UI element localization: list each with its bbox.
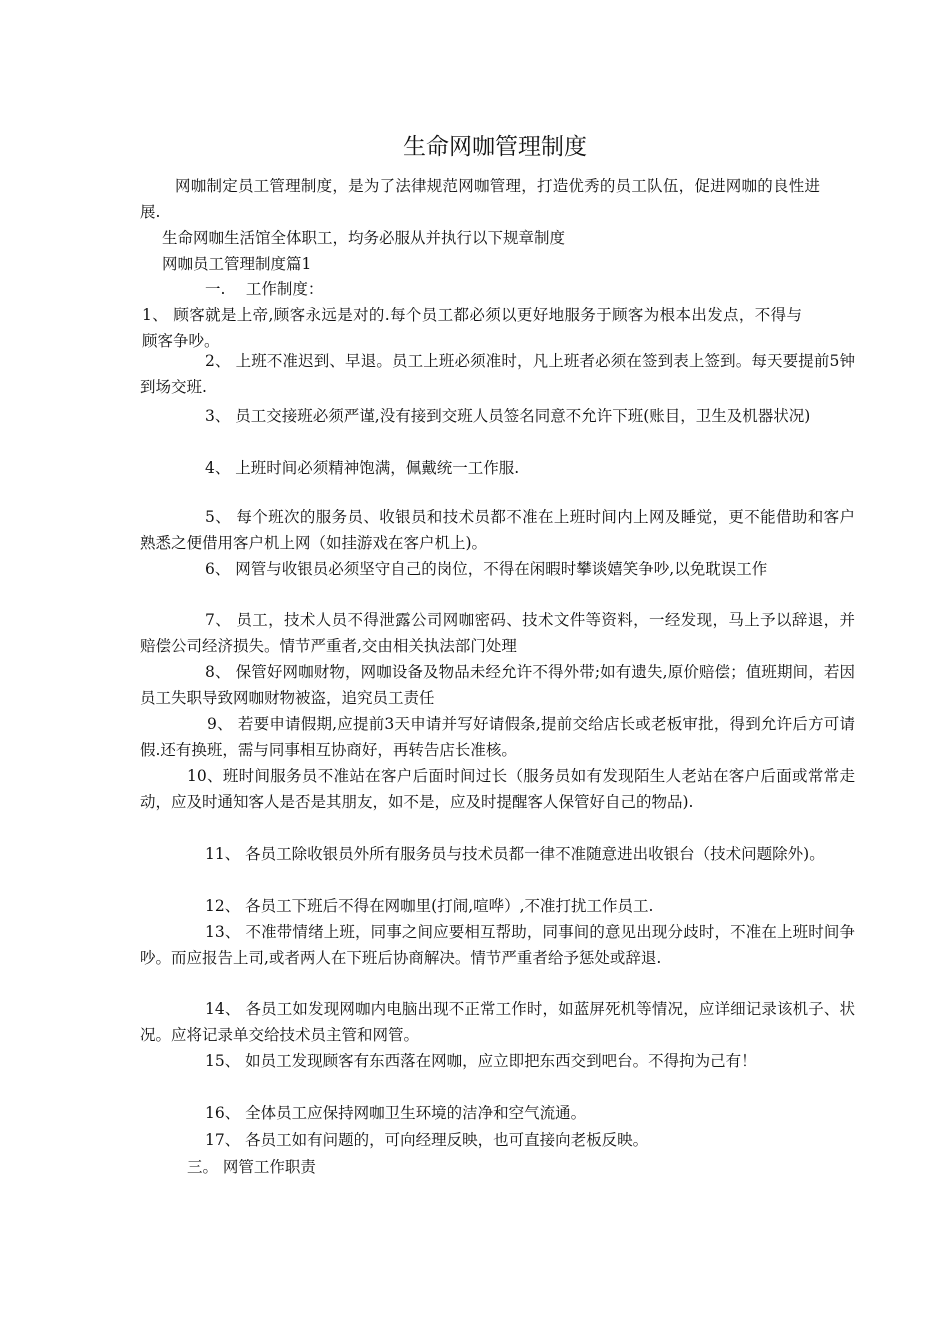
rule-14: 14、 各员工如发现网咖内电脑出现不正常工作时，如蓝屏死机等情况，应详细记录该机子、状况。应将记录单交给技术员主管和网管。 [140,1000,855,1044]
rule-12: 12、 各员工下班后不得在网咖里(打闹,喧哗）,不准打扰工作员工. [205,897,654,915]
rule-17: 17、 各员工如有问题的，可向经理反映，也可直接向老板反映。 [205,1131,649,1149]
rule-10: 10、班时间服务员不准站在客户后面时间过长（服务员如有发现陌生人老站在客户后面或常常走动，应及时通知客人是否是其朋友，如不是，应及时提醒客人保管好自己的物品). [140,767,855,811]
rule-1: 1、 顾客就是上帝,顾客永远是对的.每个员工都必须以更好地服务于顾客为根本出发点，不得与顾客争吵。 [142,306,802,350]
document-title: 生命网咖管理制度 [403,134,587,160]
section-one-heading: 一. 工作制度： [205,280,324,298]
rule-13: 13、 不准带情绪上班，同事之间应要相互帮助，同事间的意见出现分歧时，不准在上班时间争吵。而应报告上司,或者两人在下班后协商解决。情节严重者给予惩处或辞退. [140,923,855,967]
rule-4: 4、 上班时间必须精神饱满，佩戴统一工作服. [205,459,520,477]
rule-2: 2、 上班不准迟到、早退。员工上班必须准时，凡上班者必须在签到表上签到。每天要提前5钟到场交班. [140,352,855,396]
compliance-statement: 生命网咖生活馆全体职工，均务必服从并执行以下规章制度 [162,229,566,247]
rule-6: 6、 网管与收银员必须坚守自己的岗位，不得在闲暇时攀谈嬉笑争吵,以免耽误工作 [205,560,768,578]
rule-8: 8、 保管好网咖财物，网咖设备及物品未经允许不得外带;如有遗失,原价赔偿；值班期间，若因员工失职导致网咖财物被盗，追究员工责任 [140,663,855,707]
rule-9: 9、 若要申请假期,应提前3天申请并写好请假条,提前交给店长或老板审批，得到允许后方可请假.还有换班，需与同事相互协商好，再转告店长准核。 [140,715,855,759]
chapter-title: 网咖员工管理制度篇1 [162,255,312,273]
rule-5: 5、 每个班次的服务员、收银员和技术员都不准在上班时间内上网及睡觉，更不能借助和客户熟悉之便借用客户机上网（如挂游戏在客户机上)。 [140,508,855,552]
intro-paragraph: 网咖制定员工管理制度，是为了法律规范网咖管理，打造优秀的员工队伍，促进网咖的良性进展. [140,177,820,221]
section-three-heading: 三。 网管工作职责 [187,1158,316,1176]
rule-11: 11、 各员工除收银员外所有服务员与技术员都一律不准随意进出收银台（技术问题除外)。 [205,845,825,863]
rule-7: 7、 员工，技术人员不得泄露公司网咖密码、技术文件等资料，一经发现，马上予以辞退，并赔偿公司经济损失。情节严重者,交由相关执法部门处理 [140,611,855,655]
rule-3: 3、 员工交接班必须严谨,没有接到交班人员签名同意不允许下班(账目，卫生及机器状况) [205,407,811,425]
rule-16: 16、 全体员工应保持网咖卫生环境的洁净和空气流通。 [205,1104,587,1122]
rule-15: 15、 如员工发现顾客有东西落在网咖，应立即把东西交到吧台。不得拘为己有！ [205,1052,757,1070]
